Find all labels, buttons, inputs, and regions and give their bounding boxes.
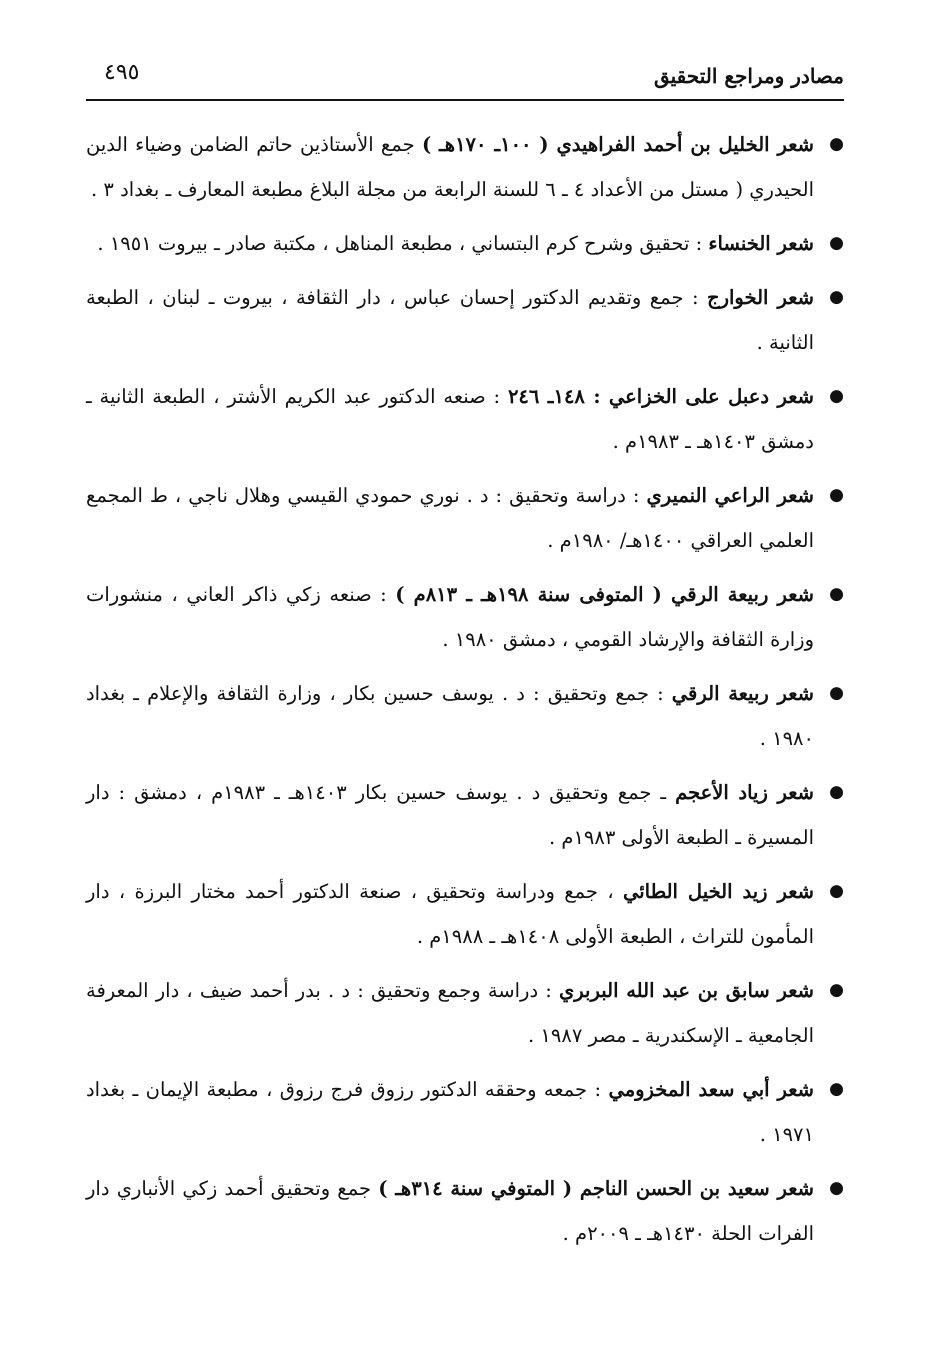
bibliography-entry [86,473,844,563]
entry-title: شعر الخليل بن أحمد الفراهيدي ( ١٠٠ـ ١٧٠هـ ) [421,133,814,156]
bullet-icon: ● [829,980,844,1000]
entry-title: شعر دعبل على الخزاعي : ١٤٨ـ ٢٤٦ [507,385,814,408]
entry-title: شعر الخوارج [707,286,814,309]
entry-title: شعر الخنساء [708,232,814,255]
entry-title: شعر زيد الخيل الطائي [623,880,814,903]
bibliography-entry [86,1067,844,1157]
entry-title: شعر ربيعة الرقي ( المتوفى سنة ١٩٨هـ ـ ٨١٣م ) [395,583,814,606]
bibliography-entry [86,275,844,365]
bullet-icon: ● [829,683,844,703]
entry-title: شعر أبي سعد المخزومي [608,1078,815,1101]
bibliography-entry [86,671,844,761]
entry-body: : صنعه الدكتور عبد الكريم الأشتر ، الطبعة الثانية ـ دمشق ١٤٠٣هـ ـ ١٩٨٣م . [86,385,814,453]
bullet-icon: ● [829,134,844,154]
bullet-icon: ● [829,386,844,406]
bullet-icon: ● [829,782,844,802]
bullet-icon: ● [829,1079,844,1099]
entry-title: شعر زياد الأعجم [675,781,814,804]
bullet-icon: ● [829,1178,844,1198]
entry-body: : تحقيق وشرح كرم البتساني ، مطبعة المناهل ، مكتبة صادر ـ بيروت ١٩٥١ . [97,232,709,255]
running-title: مصادر ومراجع التحقيق [653,64,844,88]
entry-body: : جمعه وحققه الدكتور رزوق فرج رزوق ، مطبعة الإيمان ـ بغداد ١٩٧١ . [86,1078,814,1146]
bibliography-entry [86,122,844,212]
entry-body: جمع وتحقيق أحمد زكي الأنباري دار الفرات الحلة ١٤٣٠هـ ـ ٢٠٠٩م . [86,1177,814,1245]
entry-body: : جمع وتقديم الدكتور إحسان عباس ، دار الثقافة ، بيروت ـ لبنان ، الطبعة الثانية . [86,286,814,354]
bullet-icon: ● [829,233,844,253]
bibliography-entry [86,869,844,959]
bibliography-entry [86,1166,844,1256]
bullet-icon: ● [829,287,844,307]
entry-body: : دراسة وتحقيق : د . نوري حمودي القيسي وهلال ناجي ، ط المجمع العلمي العراقي ١٤٠٠هـ/ ١٩٨٠م . [86,484,814,552]
entry-title: شعر الراعي النميري [646,484,815,507]
entry-body: : دراسة وجمع وتحقيق : د . بدر أحمد ضيف ، دار المعرفة الجامعية ـ الإسكندرية ـ مصر ١٩٨٧ . [86,979,814,1047]
page-header [86,50,844,96]
bullet-icon: ● [829,584,844,604]
header-divider [86,99,844,101]
bibliography-entry [86,968,844,1058]
entry-body: ، جمع ودراسة وتحقيق ، صنعة الدكتور أحمد مختار البرزة ، دار المأمون للتراث ، الطبعة الأولى ١٤٠٨هـ ـ ١٩٨٨م . [86,880,814,948]
entry-title: شعر سعيد بن الحسن الناجم ( المتوفي سنة ٣١٤هـ ) [378,1177,815,1200]
entry-body: : جمع وتحقيق : د . يوسف حسين بكار ، وزارة الثقافة والإعلام ـ بغداد ١٩٨٠ . [86,682,814,750]
bullet-icon: ● [829,881,844,901]
bibliography-entry [86,374,844,464]
bibliography-entry [86,770,844,860]
entry-title: شعر ربيعة الرقي [671,682,814,705]
bullet-icon: ● [829,485,844,505]
entry-title: شعر سابق بن عبد الله البربري [559,979,814,1002]
entry-body: جمع الأستاذين حاتم الضامن وضياء الدين الحيدري ( مستل من الأعداد ٤ ـ ٦ للسنة الرابعة من مجلة البلاغ مطبعة المعارف ـ بغداد ٣ . [86,133,814,201]
page-number: ٤٩٥ [104,60,140,85]
entry-body: ـ جمع وتحقيق د . يوسف حسين بكار ١٤٠٣هـ ـ ١٩٨٣م ، دمشق : دار المسيرة ـ الطبعة الأولى ١٩٨٣م . [86,781,814,849]
bibliography-list [86,122,844,1265]
bibliography-entry [86,572,844,662]
entry-body: : صنعه زكي ذاكر العاني ، منشورات وزارة الثقافة والإرشاد القومي ، دمشق ١٩٨٠ . [86,583,814,651]
bibliography-entry [86,221,844,266]
